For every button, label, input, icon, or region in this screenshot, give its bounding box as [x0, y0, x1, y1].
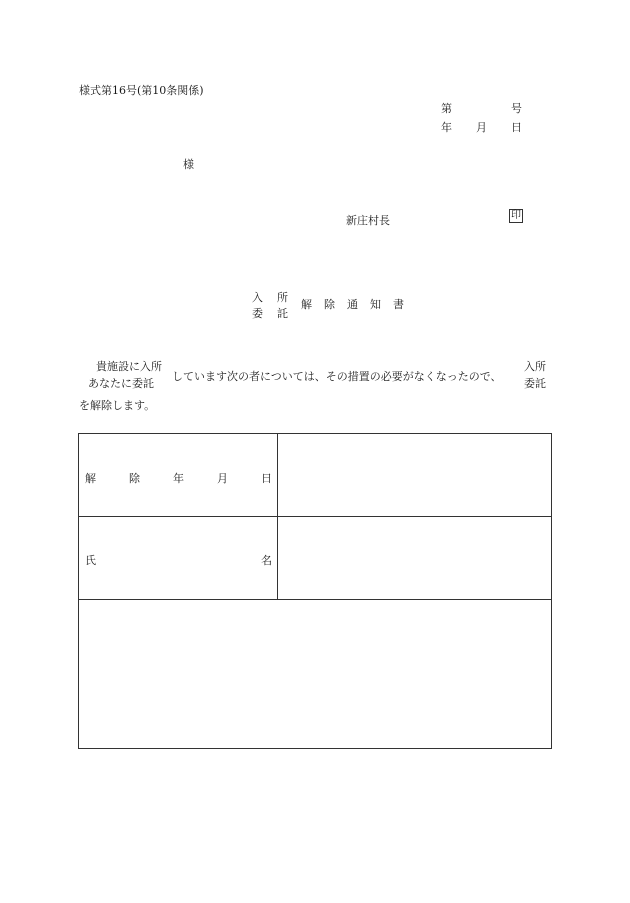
cancel-date-label-char: 日	[261, 472, 272, 485]
date-day-label: 日	[511, 121, 522, 134]
cancel-date-label-char: 解	[85, 472, 96, 485]
title-alt-a-1: 入	[252, 291, 263, 304]
name-label-char: 名	[261, 554, 272, 567]
table-row-divider	[79, 516, 551, 517]
body-text-end: を解除します。	[79, 399, 156, 412]
body-alt-a-1: 貴施設に入所	[96, 360, 162, 373]
body-alt-b-2: 委託	[524, 377, 546, 390]
doc-number-prefix: 第	[441, 102, 452, 115]
cancel-date-label-char: 年	[173, 472, 184, 485]
seal-mark: 印	[511, 210, 521, 221]
name-label-char: 氏	[85, 554, 96, 567]
table-row-divider	[79, 599, 551, 600]
doc-number-suffix: 号	[511, 102, 522, 115]
form-table	[78, 433, 552, 749]
issuer-title: 新庄村長	[346, 214, 390, 227]
form-number: 様式第16号(第10条関係)	[79, 84, 204, 97]
cancel-date-label-char: 除	[129, 472, 140, 485]
addressee-honorific: 様	[183, 158, 194, 171]
date-year-label: 年	[441, 121, 452, 134]
document-title: 解除通知書	[301, 298, 416, 311]
body-alt-a-2: 入所	[524, 360, 546, 373]
table-column-divider	[277, 434, 278, 599]
cancel-date-label-char: 月	[217, 472, 228, 485]
title-alt-b-1: 委	[252, 307, 263, 320]
body-alt-b-1: あなたに委託	[88, 377, 154, 390]
title-alt-a-2: 所	[277, 291, 288, 304]
date-month-label: 月	[476, 121, 487, 134]
body-text: しています次の者については、その措置の必要がなくなったので、	[172, 370, 502, 383]
title-alt-b-2: 託	[277, 307, 288, 320]
